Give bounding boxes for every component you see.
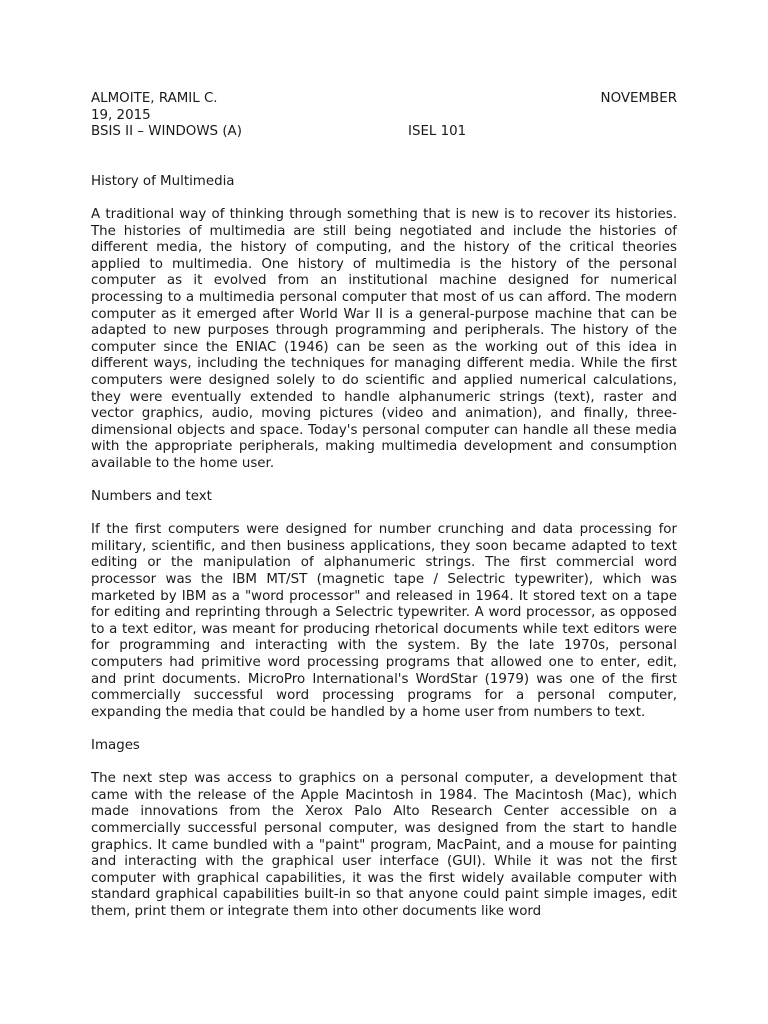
document-header: [91, 91, 677, 141]
course-section: BSIS II – WINDOWS (A): [91, 124, 242, 140]
section-paragraph: A traditional way of thinking through something that is new is to recover its histories. The histories of multimedia are still being negotiated and include the histories of different media, the history of computing, and the history of the critical theories applied to multimedia. One history of multimedia is the history of the personal computer as it evolved from an institutional machine designed for numerical processing to a multimedia personal computer that most of us can afford. The modern computer as it emerged after World War II is a general-purpose machine that can be adapted to new purposes through programming and peripherals. The history of the computer since the ENIAC (1946) can be seen as the working out of this idea in different ways, including the techniques for managing different media. While the first computers were designed solely to do scientific and applied numerical calculations, they were eventually extended to handle alphanumeric strings (text), raster and vector graphics, audio, moving pictures (video and animation), and finally, three-dimensional objects and space. Today's personal computer can handle all these media with the appropriate peripherals, making multimedia development and consumption available to the home user.: [91, 206, 677, 471]
date-part-2: 19, 2015: [91, 107, 151, 123]
section-heading: Numbers and text: [91, 489, 212, 505]
section-paragraph: The next step was access to graphics on a personal computer, a development that came with the release of the Apple Macintosh in 1984. The Macintosh (Mac), which made innovations from the Xerox Palo Alto Research Center accessible on a commercially successful personal computer, was designed from the start to handle graphics. It came bundled with a "paint" program, MacPaint, and a mouse for painting and interacting with the graphical user interface (GUI). While it was not the first computer with graphical capabilities, it was the first widely available computer with standard graphical capabilities built-in so that anyone could paint simple images, edit them, print them or integrate them into other documents like word: [91, 771, 677, 919]
date-part-1: NOVEMBER: [600, 91, 677, 106]
subject-code: ISEL 101: [408, 124, 467, 140]
section-heading: Images: [91, 737, 140, 753]
section-heading: History of Multimedia: [91, 173, 235, 189]
section-paragraph: If the first computers were designed for number crunching and data processing for military, scientific, and then business applications, they soon became adapted to text editing or the manipulation of alphanumeric strings. The first commercial word processor was the IBM MT/ST (magnetic tape / Selectric typewriter), which was marketed by IBM as a "word processor" and released in 1964. It stored text on a tape for editing and reprinting through a Selectric typewriter. A word processor, as opposed to a text editor, was meant for producing rhetorical documents while text editors were for programming and interacting with the system. By the late 1970s, personal computers had primitive word processing programs that allowed one to enter, edit, and print documents. MicroPro International's WordStar (1979) was one of the first commercially successful word processing programs for a personal computer, expanding the media that could be handled by a home user from numbers to text.: [91, 522, 677, 720]
document-page: [91, 91, 677, 937]
author-name: ALMOITE, RAMIL C.: [91, 91, 218, 106]
header-row-1: [91, 91, 677, 108]
header-row-3: [91, 124, 677, 141]
